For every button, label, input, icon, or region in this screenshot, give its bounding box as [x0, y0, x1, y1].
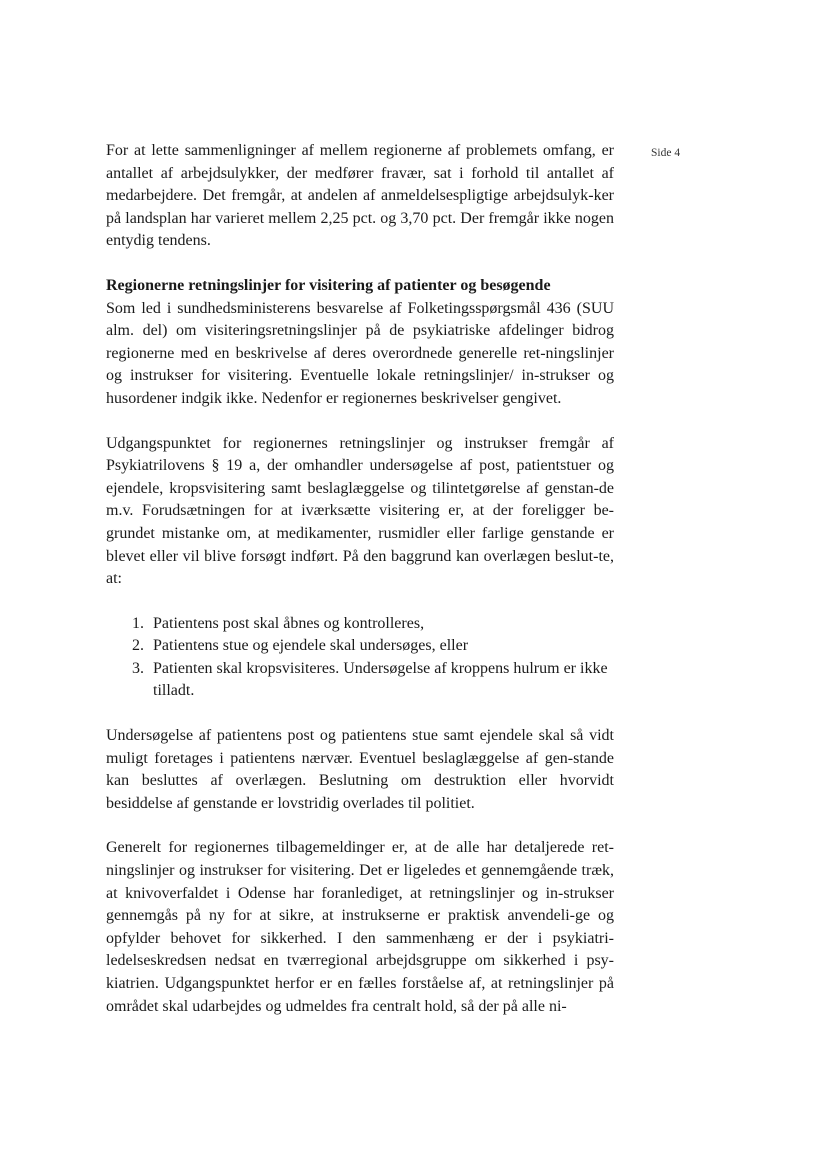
list-item-text: Patienten skal kropsvisiteres. Undersøgelse af kroppens hulrum er ikke tilladt.	[153, 659, 608, 700]
page-number: Side 4	[651, 147, 681, 159]
list-item-text: Patientens post skal åbnes og kontrolleres,	[153, 614, 425, 632]
numbered-list	[106, 613, 614, 703]
list-item-text: Patientens stue og ejendele skal undersøges, eller	[153, 637, 469, 655]
list-item-number: 3.	[132, 659, 144, 677]
document-body	[106, 140, 614, 1040]
paragraph-ministry-answer: Som led i sundhedsministerens besvarelse af Folketingsspørgsmål 436 (SUU alm. del) om visiteringsretningslinjer på de psykiatriske afdelinger bidrog regionerne med en beskrivelse af deres overordnede generelle ret-ningslinjer og instrukser for visitering. Eventuelle lokale retningslinjer/ in-strukser og husordener indgik ikke. Nedenfor er regionernes beskrivelser gengivet.	[106, 299, 614, 407]
list-item-number: 1.	[132, 614, 144, 632]
paragraph-legal-basis: Udgangspunktet for regionernes retningslinjer og instrukser fremgår af Psykiatrilovens § 19 a, der omhandler undersøgelse af post, patientstuer og ejendele, kropsvisitering samt beslaglæggelse og tilintetgørelse af genstan-de m.v. Forudsætningen for at iværksætte visitering er, at der foreligger be-grundet mistanke om, at medikamenter, rusmidler eller farlige genstande er blevet eller vil blive forsøgt indført. På den baggrund kan overlægen beslut-te, at:	[106, 434, 614, 588]
list-item-number: 2.	[132, 637, 144, 655]
paragraph-examination: Undersøgelse af patientens post og patientens stue samt ejendele skal så vidt muligt foretages i patientens nærvær. Eventuel beslaglæggelse af gen-stande kan besluttes af overlægen. Beslutning om destruktion eller hvorvidt besiddelse af genstande er lovstridig overlades til politiet.	[106, 727, 614, 812]
paragraph-intro: For at lette sammenligninger af mellem regionerne af problemets omfang, er antallet af arbejdsulykker, der medfører fravær, sat i forhold til antallet af medarbejdere. Det fremgår, at andelen af anmeldelsespligtige arbejdsulyk-ker på landsplan har varieret mellem 2,25 pct. og 3,70 pct. Der fremgår ikke nogen entydig tendens.	[106, 142, 614, 250]
list-item	[106, 658, 614, 703]
list-item	[106, 613, 614, 636]
section-heading: Regionerne retningslinjer for visitering af patienter og besøgende	[106, 276, 551, 294]
list-item	[106, 635, 614, 658]
paragraph-general: Generelt for regionernes tilbagemeldinger er, at de alle har detaljerede ret-ningslinjer og instrukser for visitering. Det er ligeledes et gennemgående træk, at knivoverfaldet i Odense har foranlediget, at retningslinjer og in-strukser gennemgås på ny for at sikre, at instrukserne er praktisk anvendeli-ge og opfylder behovet for sikkerhed. I den sammenhæng er der i psykiatri-ledelseskredsen nedsat en tværregional arbejdsgruppe om sikkerhed i psy-kiatrien. Udgangspunktet herfor er en fælles forståelse af, at retningslinjer på området skal udarbejdes og udmeldes fra centralt hold, så der på alle ni-	[106, 839, 614, 1015]
